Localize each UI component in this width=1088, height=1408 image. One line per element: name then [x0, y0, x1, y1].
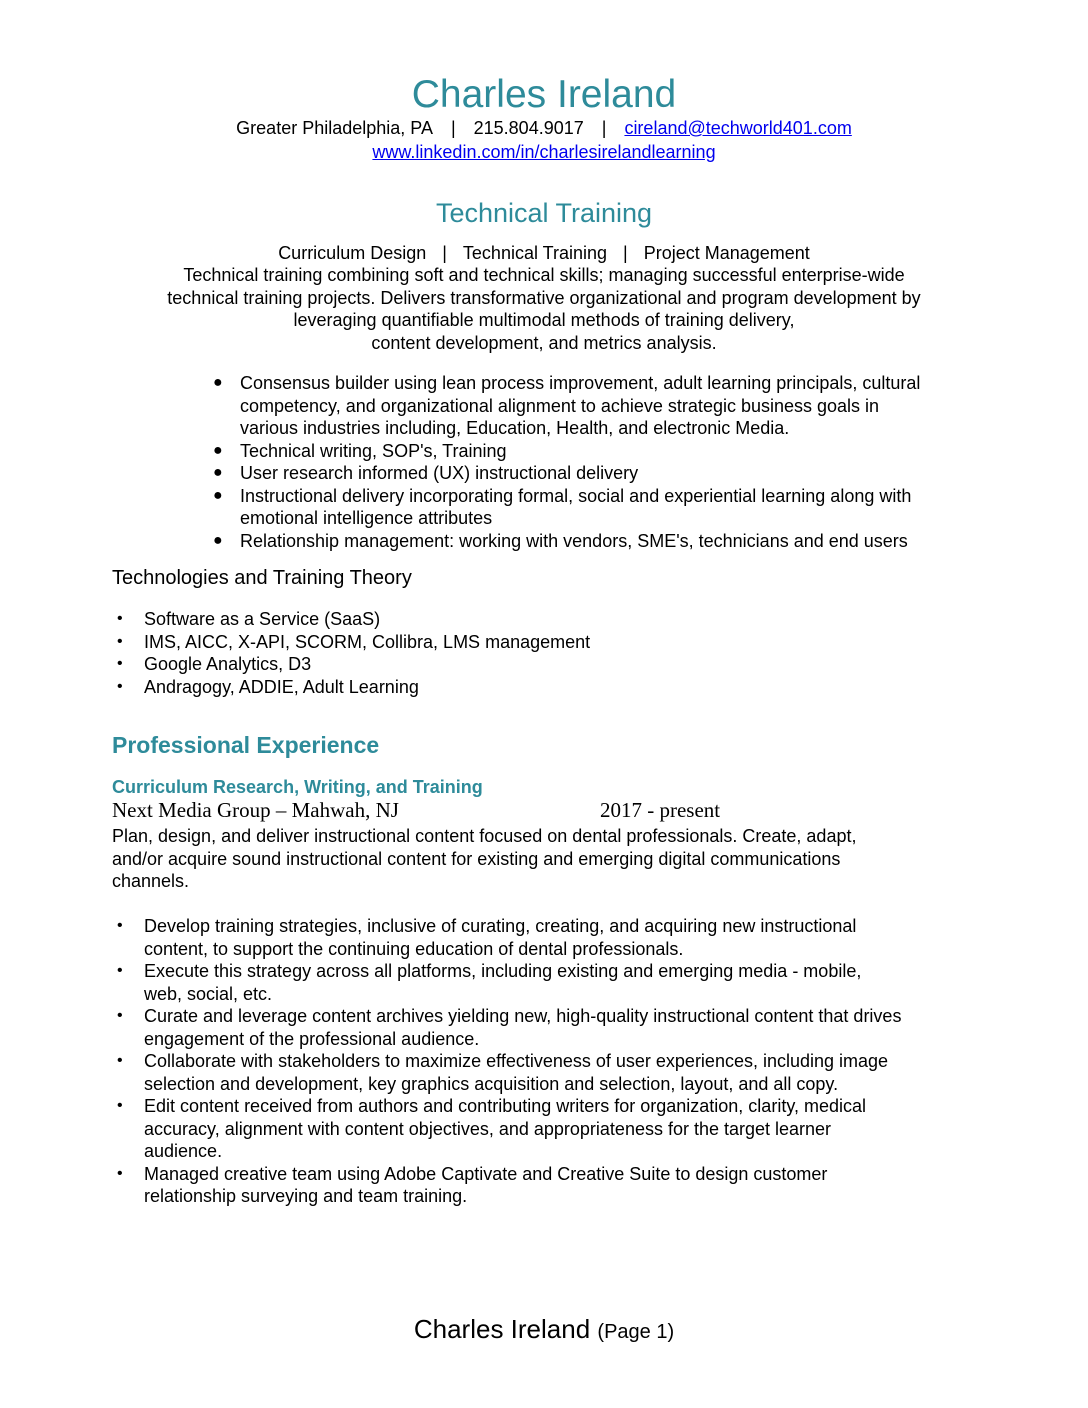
list-item	[117, 960, 984, 1005]
summary-line: technical training projects. Delivers transformative organizational and program development by	[167, 287, 921, 308]
list-item	[213, 440, 1000, 463]
technologies-heading: Technologies and Training Theory	[112, 567, 412, 589]
list-item	[117, 631, 944, 654]
description-line: and/or acquire sound instructional content for existing and emerging digital communications	[112, 848, 841, 869]
list-item	[117, 1005, 984, 1050]
bullet-line: web, social, etc.	[144, 983, 273, 1004]
bullet-line: engagement of the professional audience.	[144, 1028, 480, 1049]
bullet-line: Collaborate with stakeholders to maximize effectiveness of user experiences, including image	[144, 1051, 889, 1071]
bullet-icon: •	[117, 917, 123, 934]
summary-line: leveraging quantifiable multimodal methods of training delivery,	[293, 310, 795, 330]
job-dates: 2017 - present	[600, 798, 721, 822]
profile-bullet-list	[213, 372, 1000, 552]
bullet-line: content, to support the continuing education of dental professionals.	[144, 938, 684, 959]
job-description	[112, 825, 972, 893]
bullet-line: competency, and organizational alignment to achieve strategic business goals in	[240, 395, 880, 416]
bullet-icon: •	[117, 1052, 123, 1069]
technologies-list	[117, 608, 944, 698]
bullet-icon: ●	[213, 531, 223, 549]
skill-item: Curriculum Design	[278, 243, 427, 263]
job-employer: Next Media Group – Mahwah, NJ	[112, 798, 399, 822]
page-footer	[0, 1312, 1088, 1349]
location-text: Greater Philadelphia, PA	[236, 118, 433, 138]
bullet-icon: ●	[213, 441, 223, 459]
list-item	[117, 1163, 984, 1208]
separator: |	[450, 118, 456, 138]
job-bullet-list	[117, 915, 984, 1208]
email-link[interactable]: cireland@techworld401.com	[624, 118, 852, 138]
separator: |	[442, 243, 447, 263]
list-item	[117, 608, 944, 631]
list-item	[213, 372, 1000, 440]
bullet-icon: •	[117, 962, 123, 979]
job-title: Curriculum Research, Writing, and Training	[112, 777, 483, 797]
bullet-icon: ●	[213, 486, 223, 504]
list-item	[213, 485, 1000, 530]
skill-item: Technical Training	[462, 243, 608, 263]
contact-line	[0, 116, 1088, 140]
bullet-icon: •	[117, 1007, 123, 1024]
bullet-line: Develop training strategies, inclusive of curating, creating, and acquiring new instructional	[144, 916, 857, 936]
bullet-line: Edit content received from authors and contributing writers for organization, clarity, medical	[144, 1096, 867, 1116]
list-item	[213, 462, 1000, 485]
list-item	[117, 1050, 984, 1095]
linkedin-link[interactable]: www.linkedin.com/in/charlesirelandlearning	[372, 142, 716, 162]
bullet-line: Andragogy, ADDIE, Adult Learning	[144, 676, 419, 697]
profile-heading: Technical Training	[435, 198, 653, 228]
separator: |	[623, 243, 628, 263]
bullet-line: Execute this strategy across all platforms, including existing and emerging media - mobile,	[144, 961, 862, 981]
bullet-line: various industries including, Education, Health, and electronic Media.	[240, 418, 790, 438]
bullet-line: Relationship management: working with vendors, SME's, technicians and end users	[240, 530, 908, 551]
bullet-line: relationship surveying and team training.	[144, 1186, 468, 1206]
bullet-icon: •	[117, 610, 123, 627]
bullet-icon: •	[117, 1097, 123, 1114]
list-item	[117, 676, 944, 699]
bullet-line: audience.	[144, 1141, 223, 1161]
bullet-line: Google Analytics, D3	[144, 654, 312, 674]
bullet-line: Instructional delivery incorporating formal, social and experiential learning along with	[240, 485, 912, 506]
bullet-line: Consensus builder using lean process improvement, adult learning principals, cultural	[240, 373, 921, 393]
experience-heading: Professional Experience	[112, 732, 380, 758]
bullet-icon: ●	[213, 374, 223, 391]
list-item	[117, 653, 944, 676]
linkedin-line	[0, 140, 1088, 164]
footer-name: Charles Ireland	[413, 1314, 591, 1344]
bullet-line: emotional intelligence attributes	[240, 508, 493, 528]
list-item	[117, 1095, 984, 1163]
bullet-icon: •	[117, 655, 123, 672]
description-line: Plan, design, and deliver instructional content focused on dental professionals. Create, adapt,	[112, 826, 857, 846]
resume-name: Charles Ireland	[411, 73, 677, 116]
list-item	[213, 530, 1000, 553]
bullet-line: Technical writing, SOP's, Training	[240, 440, 507, 461]
bullet-icon: •	[117, 632, 123, 650]
skills-line	[0, 242, 1088, 264]
summary-line: content development, and metrics analysis.	[371, 332, 717, 353]
skill-item: Project Management	[643, 243, 810, 263]
summary-line: Technical training combining soft and technical skills; managing successful enterprise-wide	[183, 265, 905, 285]
profile-summary	[60, 264, 1028, 354]
bullet-icon: ●	[213, 464, 223, 481]
bullet-line: IMS, AICC, X-API, SCORM, Collibra, LMS management	[144, 631, 591, 652]
bullet-line: Curate and leverage content archives yielding new, high-quality instructional content that drives	[144, 1006, 902, 1026]
bullet-icon: •	[117, 1164, 123, 1182]
bullet-line: selection and development, key graphics acquisition and selection, layout, and all copy.	[144, 1073, 839, 1094]
bullet-line: accuracy, alignment with content objectives, and appropriateness for the target learner	[144, 1118, 832, 1139]
phone-text: 215.804.9017	[473, 118, 584, 138]
page-number: (Page 1)	[597, 1321, 675, 1343]
bullet-line: Software as a Service (SaaS)	[144, 609, 381, 629]
bullet-icon: •	[117, 677, 123, 695]
list-item	[117, 915, 984, 960]
separator: |	[601, 118, 607, 138]
bullet-line: User research informed (UX) instructional delivery	[240, 463, 639, 483]
description-line: channels.	[112, 871, 190, 891]
bullet-line: Managed creative team using Adobe Captivate and Creative Suite to design customer	[144, 1163, 828, 1184]
